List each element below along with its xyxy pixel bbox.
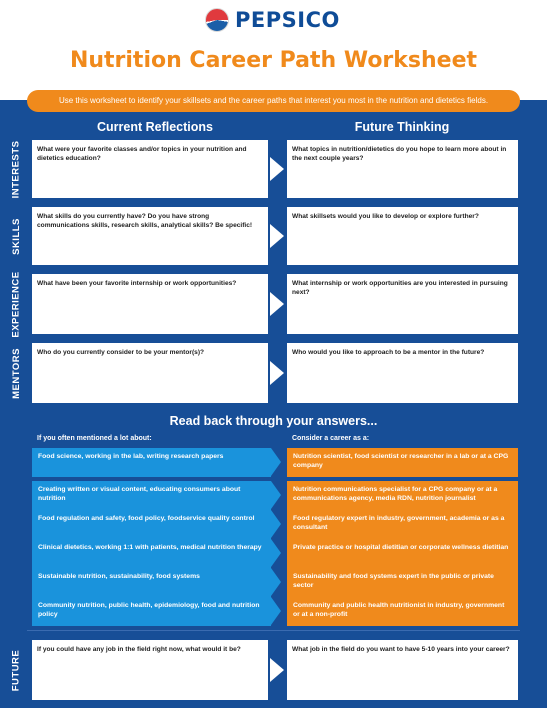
answer-box-future-future[interactable] (287, 640, 518, 700)
question-text: If you could have any job in the field right now, what would it be? (37, 646, 241, 653)
question-text: What internship or work opportunities are you interested in pursuing next? (292, 280, 508, 296)
career-item: Nutrition scientist, food scientist or researcher in a lab or at a CPG company (287, 448, 518, 477)
question-text: What topics in nutrition/dietetics do you hope to learn more about in the next couple years? (292, 146, 507, 162)
intro-banner: Use this worksheet to identify your skillsets and the career paths that interest you most in the nutrition and dietetics fields. (27, 90, 520, 112)
career-item: Nutrition communications specialist for a CPG company or at a communications agency, media RDN, nutrition journalist (287, 481, 518, 510)
row-label-mentors: MENTORS (10, 347, 22, 399)
answer-box-current-experience[interactable] (32, 274, 268, 334)
answer-box-current-mentors[interactable] (32, 343, 268, 403)
readback-right-heading: Consider a career as a: (292, 435, 370, 442)
answer-box-future-skills[interactable] (287, 207, 518, 265)
column-heading-future: Future Thinking (354, 120, 450, 134)
career-item: Community and public health nutritionist in industry, government or at a non-profit (287, 597, 518, 626)
question-text: What skills do you currently have? Do you have strong communications skills, research skills, analytical skills? Be specific! (37, 213, 253, 229)
career-item: Food regulatory expert in industry, government, academia or as a consultant (287, 510, 518, 539)
answer-box-current-skills[interactable] (32, 207, 268, 265)
topic-item: Creating written or visual content, educating consumers about nutrition (32, 481, 271, 510)
question-text: What were your favorite classes and/or topics in your nutrition and dietetics education? (37, 146, 247, 162)
topic-item: Food regulation and safety, food policy, foodservice quality control (32, 510, 271, 539)
question-text: What skillsets would you like to develop or explore further? (292, 213, 479, 220)
header (0, 0, 547, 100)
question-text: What job in the field do you want to have 5-10 years into your career? (292, 646, 510, 653)
career-item: Private practice or hospital dietitian or corporate wellness dietitian (287, 539, 518, 568)
question-text: Who do you currently consider to be your mentor(s)? (37, 349, 205, 356)
question-text: Who would you like to approach to be a mentor in the future? (292, 349, 485, 356)
pepsico-globe-icon (205, 8, 229, 32)
brand-name: PEPSICO (235, 8, 340, 32)
topic-item: Clinical dietetics, working 1:1 with patients, medical nutrition therapy (32, 539, 271, 568)
pepsico-logo (205, 8, 340, 32)
row-label-skills: SKILLS (10, 217, 22, 255)
arrow-right-icon (270, 361, 284, 385)
readback-left-heading: If you often mentioned a lot about: (37, 435, 152, 442)
arrow-right-icon (270, 157, 284, 181)
worksheet-body (0, 96, 547, 708)
column-heading-current: Current Reflections (97, 120, 213, 134)
arrow-right-icon (270, 292, 284, 316)
row-label-experience: EXPERIENCE (10, 270, 22, 338)
answer-box-future-experience[interactable] (287, 274, 518, 334)
career-item: Sustainability and food systems expert in the public or private sector (287, 568, 518, 597)
topic-item: Community nutrition, public health, epidemiology, food and nutrition policy (32, 597, 271, 626)
answer-box-future-interests[interactable] (287, 140, 518, 198)
topic-item: Food science, working in the lab, writing research papers (32, 448, 271, 477)
answer-box-current-interests[interactable] (32, 140, 268, 198)
row-label-future: FUTURE (10, 649, 22, 691)
row-label-interests: INTERESTS (10, 140, 22, 198)
topic-item: Sustainable nutrition, sustainability, food systems (32, 568, 271, 597)
page-title: Nutrition Career Path Worksheet (69, 48, 478, 73)
answer-box-future-mentors[interactable] (287, 343, 518, 403)
question-text: What have been your favorite internship or work opportunities? (37, 280, 237, 287)
arrow-right-icon (270, 224, 284, 248)
answer-box-current-future[interactable] (32, 640, 268, 700)
arrow-right-icon (270, 658, 284, 682)
divider (27, 630, 520, 631)
readback-heading: Read back through your answers... (169, 414, 378, 428)
